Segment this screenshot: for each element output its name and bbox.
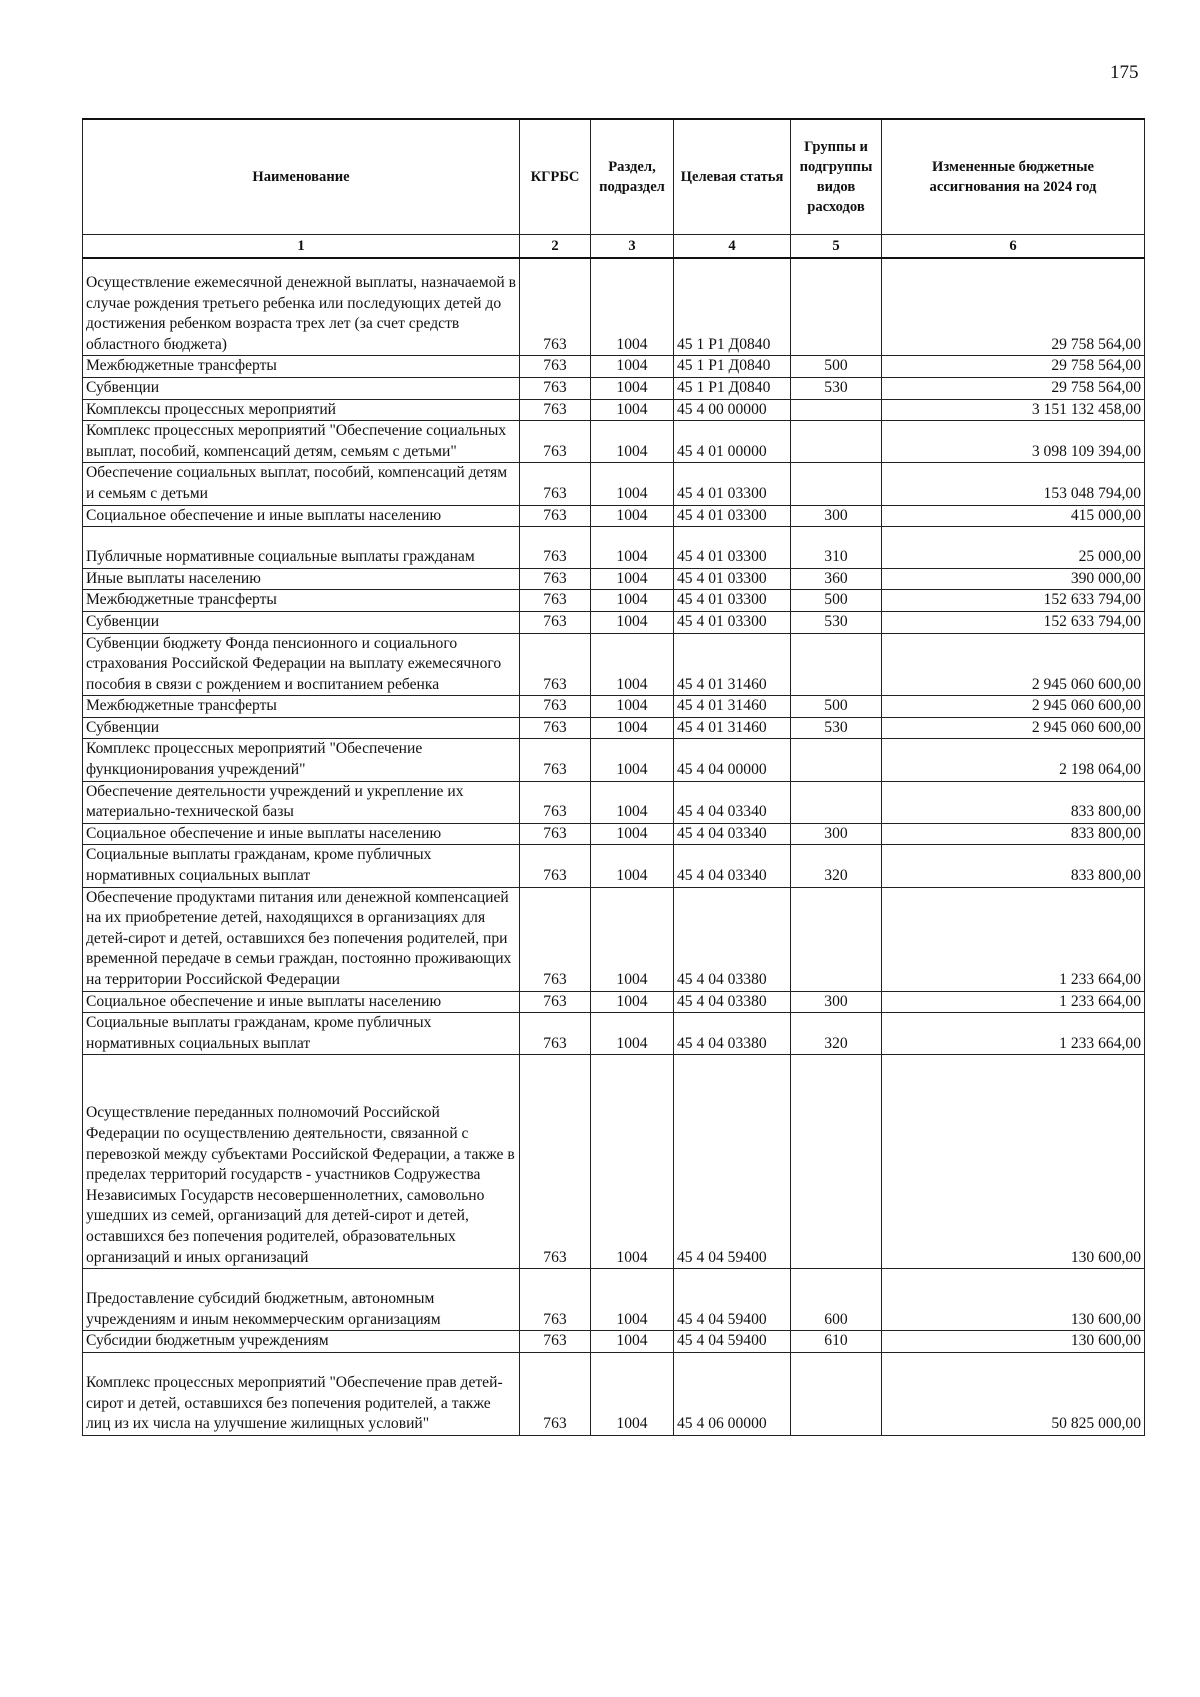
- row-name: Комплекс процессных мероприятий "Обеспечение социальных выплат, пособий, компенсаций детям, семьям с детьми": [83, 421, 520, 463]
- row-target-article: 45 4 01 31460: [674, 633, 791, 696]
- table-row: [83, 568, 1145, 590]
- row-name: Обеспечение социальных выплат, пособий, компенсаций детям и семьям с детьми: [83, 463, 520, 505]
- row-name: Субсидии бюджетным учреждениям: [83, 1331, 520, 1353]
- row-section: 1004: [591, 421, 674, 463]
- row-name: Социальное обеспечение и иные выплаты населению: [83, 823, 520, 845]
- row-amount: 130 600,00: [882, 1269, 1145, 1331]
- row-section: 1004: [591, 781, 674, 823]
- table-row: [83, 505, 1145, 527]
- row-kgrbs: 763: [520, 845, 591, 887]
- table-row: [83, 1055, 1145, 1269]
- row-amount: 415 000,00: [882, 505, 1145, 527]
- row-expense-group: 530: [791, 377, 882, 399]
- row-kgrbs: 763: [520, 377, 591, 399]
- table-row: [83, 1352, 1145, 1435]
- table-row: [83, 421, 1145, 463]
- row-amount: 50 825 000,00: [882, 1352, 1145, 1435]
- row-section: 1004: [591, 568, 674, 590]
- row-section: 1004: [591, 258, 674, 356]
- row-amount: 152 633 794,00: [882, 590, 1145, 612]
- column-number-row: [83, 235, 1145, 259]
- page-number: 175: [1110, 62, 1139, 83]
- row-kgrbs: 763: [520, 696, 591, 718]
- row-expense-group: 610: [791, 1331, 882, 1353]
- row-name: Социальные выплаты гражданам, кроме публичных нормативных социальных выплат: [83, 1013, 520, 1055]
- row-amount: 2 945 060 600,00: [882, 633, 1145, 696]
- row-amount: 833 800,00: [882, 823, 1145, 845]
- row-section: 1004: [591, 399, 674, 421]
- table-row: [83, 356, 1145, 378]
- row-expense-group: 300: [791, 505, 882, 527]
- row-section: 1004: [591, 1331, 674, 1353]
- row-section: 1004: [591, 590, 674, 612]
- row-target-article: 45 4 04 59400: [674, 1331, 791, 1353]
- row-section: 1004: [591, 717, 674, 739]
- row-expense-group: 530: [791, 611, 882, 633]
- row-amount: 29 758 564,00: [882, 258, 1145, 356]
- row-kgrbs: 763: [520, 399, 591, 421]
- table-row: [83, 781, 1145, 823]
- table-row: [83, 377, 1145, 399]
- row-amount: 29 758 564,00: [882, 377, 1145, 399]
- row-amount: 1 233 664,00: [882, 1013, 1145, 1055]
- row-kgrbs: 763: [520, 505, 591, 527]
- row-kgrbs: 763: [520, 590, 591, 612]
- column-number: 1: [83, 235, 520, 259]
- header-expense-group: Группы и подгруппы видов расходов: [791, 119, 882, 235]
- row-name: Субвенции бюджету Фонда пенсионного и социального страхования Российской Федерации на выплату ежемесячного пособия в связи с рождением и воспитанием ребенка: [83, 633, 520, 696]
- row-section: 1004: [591, 1352, 674, 1435]
- row-kgrbs: 763: [520, 463, 591, 505]
- row-kgrbs: 763: [520, 991, 591, 1013]
- row-kgrbs: 763: [520, 1269, 591, 1331]
- row-name: Социальное обеспечение и иные выплаты населению: [83, 991, 520, 1013]
- row-name: Межбюджетные трансферты: [83, 590, 520, 612]
- row-target-article: 45 1 P1 Д0840: [674, 258, 791, 356]
- row-amount: 833 800,00: [882, 781, 1145, 823]
- row-expense-group: 360: [791, 568, 882, 590]
- row-expense-group: [791, 421, 882, 463]
- table-row: [83, 887, 1145, 991]
- row-target-article: 45 4 04 03380: [674, 887, 791, 991]
- row-expense-group: [791, 1352, 882, 1435]
- row-amount: 833 800,00: [882, 845, 1145, 887]
- table-row: [83, 611, 1145, 633]
- row-amount: 130 600,00: [882, 1331, 1145, 1353]
- row-expense-group: [791, 258, 882, 356]
- table-row: [83, 633, 1145, 696]
- row-expense-group: 300: [791, 991, 882, 1013]
- row-kgrbs: 763: [520, 421, 591, 463]
- column-number: 6: [882, 235, 1145, 259]
- row-section: 1004: [591, 1269, 674, 1331]
- row-amount: 130 600,00: [882, 1055, 1145, 1269]
- row-target-article: 45 4 04 03340: [674, 845, 791, 887]
- header-section: Раздел, подраздел: [591, 119, 674, 235]
- row-name: Обеспечение продуктами питания или денежной компенсацией на их приобретение детей, находящихся в организациях для детей-сирот и детей, оставшихся без попечения родителей, при временной передаче в семьи граждан, постоянно проживающих на территории Российской Федерации: [83, 887, 520, 991]
- row-section: 1004: [591, 696, 674, 718]
- table-row: [83, 1331, 1145, 1353]
- row-name: Субвенции: [83, 377, 520, 399]
- row-expense-group: [791, 463, 882, 505]
- table-row: [83, 527, 1145, 569]
- row-section: 1004: [591, 991, 674, 1013]
- row-amount: 3 098 109 394,00: [882, 421, 1145, 463]
- row-kgrbs: 763: [520, 568, 591, 590]
- row-section: 1004: [591, 823, 674, 845]
- row-kgrbs: 763: [520, 356, 591, 378]
- row-kgrbs: 763: [520, 527, 591, 569]
- header-name: Наименование: [83, 119, 520, 235]
- row-target-article: 45 4 01 03300: [674, 527, 791, 569]
- row-amount: 2 198 064,00: [882, 739, 1145, 781]
- table-row: [83, 1269, 1145, 1331]
- row-expense-group: [791, 399, 882, 421]
- table-row: [83, 696, 1145, 718]
- table-row: [83, 991, 1145, 1013]
- row-section: 1004: [591, 527, 674, 569]
- row-name: Социальные выплаты гражданам, кроме публичных нормативных социальных выплат: [83, 845, 520, 887]
- row-kgrbs: 763: [520, 887, 591, 991]
- row-name: Субвенции: [83, 717, 520, 739]
- row-expense-group: 530: [791, 717, 882, 739]
- row-target-article: 45 4 01 03300: [674, 505, 791, 527]
- row-expense-group: [791, 739, 882, 781]
- row-target-article: 45 4 01 00000: [674, 421, 791, 463]
- row-kgrbs: 763: [520, 1055, 591, 1269]
- row-expense-group: [791, 781, 882, 823]
- row-expense-group: 500: [791, 356, 882, 378]
- row-target-article: 45 4 06 00000: [674, 1352, 791, 1435]
- row-kgrbs: 763: [520, 1352, 591, 1435]
- row-target-article: 45 4 01 03300: [674, 568, 791, 590]
- row-amount: 2 945 060 600,00: [882, 696, 1145, 718]
- table-row: [83, 399, 1145, 421]
- row-target-article: 45 4 00 00000: [674, 399, 791, 421]
- row-expense-group: 500: [791, 590, 882, 612]
- row-section: 1004: [591, 845, 674, 887]
- row-name: Иные выплаты населению: [83, 568, 520, 590]
- row-amount: 1 233 664,00: [882, 887, 1145, 991]
- row-kgrbs: 763: [520, 1013, 591, 1055]
- table-row: [83, 463, 1145, 505]
- row-amount: 3 151 132 458,00: [882, 399, 1145, 421]
- table-row: [83, 823, 1145, 845]
- row-target-article: 45 1 P1 Д0840: [674, 356, 791, 378]
- table-row: [83, 845, 1145, 887]
- row-target-article: 45 4 04 03340: [674, 823, 791, 845]
- header-amount: Измененные бюджетные ассигнования на 2024 год: [882, 119, 1145, 235]
- row-target-article: 45 4 04 03380: [674, 991, 791, 1013]
- row-name: Осуществление переданных полномочий Российской Федерации по осуществлению деятельности, связанной с перевозкой между субъектами Российской Федерации, а также в пределах территорий государств - участников Содружества Независимых Государств несовершеннолетних, самовольно ушедших из семей, организаций для детей-сирот и детей, оставшихся без попечения родителей, образовательных организаций и иных организаций: [83, 1055, 520, 1269]
- table-row: [83, 590, 1145, 612]
- row-target-article: 45 4 01 03300: [674, 590, 791, 612]
- row-name: Социальное обеспечение и иные выплаты населению: [83, 505, 520, 527]
- row-target-article: 45 4 01 03300: [674, 611, 791, 633]
- row-amount: 153 048 794,00: [882, 463, 1145, 505]
- row-section: 1004: [591, 611, 674, 633]
- column-number: 3: [591, 235, 674, 259]
- column-number: 2: [520, 235, 591, 259]
- row-expense-group: 600: [791, 1269, 882, 1331]
- column-number: 5: [791, 235, 882, 259]
- row-amount: 152 633 794,00: [882, 611, 1145, 633]
- row-target-article: 45 4 04 03340: [674, 781, 791, 823]
- row-expense-group: [791, 1055, 882, 1269]
- row-kgrbs: 763: [520, 717, 591, 739]
- row-expense-group: 320: [791, 845, 882, 887]
- row-amount: 29 758 564,00: [882, 356, 1145, 378]
- row-name: Предоставление субсидий бюджетным, автономным учреждениям и иным некоммерческим организациям: [83, 1269, 520, 1331]
- row-target-article: 45 4 01 03300: [674, 463, 791, 505]
- row-expense-group: [791, 887, 882, 991]
- row-kgrbs: 763: [520, 823, 591, 845]
- row-kgrbs: 763: [520, 633, 591, 696]
- row-name: Межбюджетные трансферты: [83, 356, 520, 378]
- row-name: Обеспечение деятельности учреждений и укрепление их материально-технической базы: [83, 781, 520, 823]
- row-expense-group: 300: [791, 823, 882, 845]
- row-name: Публичные нормативные социальные выплаты гражданам: [83, 527, 520, 569]
- row-amount: 1 233 664,00: [882, 991, 1145, 1013]
- table-row: [83, 258, 1145, 356]
- row-section: 1004: [591, 505, 674, 527]
- row-target-article: 45 4 04 59400: [674, 1055, 791, 1269]
- row-section: 1004: [591, 377, 674, 399]
- row-expense-group: 310: [791, 527, 882, 569]
- row-expense-group: 500: [791, 696, 882, 718]
- header-kgrbs: КГРБС: [520, 119, 591, 235]
- row-target-article: 45 4 01 31460: [674, 696, 791, 718]
- header-target-article: Целевая статья: [674, 119, 791, 235]
- row-target-article: 45 4 04 00000: [674, 739, 791, 781]
- row-section: 1004: [591, 1013, 674, 1055]
- row-section: 1004: [591, 356, 674, 378]
- row-name: Комплекс процессных мероприятий "Обеспечение функционирования учреждений": [83, 739, 520, 781]
- row-section: 1004: [591, 633, 674, 696]
- row-name: Субвенции: [83, 611, 520, 633]
- table-row: [83, 717, 1145, 739]
- row-amount: 2 945 060 600,00: [882, 717, 1145, 739]
- row-name: Комплексы процессных мероприятий: [83, 399, 520, 421]
- row-expense-group: [791, 633, 882, 696]
- column-number: 4: [674, 235, 791, 259]
- row-name: Межбюджетные трансферты: [83, 696, 520, 718]
- row-section: 1004: [591, 887, 674, 991]
- row-target-article: 45 1 P1 Д0840: [674, 377, 791, 399]
- table-body: [83, 258, 1145, 1435]
- table-header-row: [83, 119, 1145, 235]
- row-expense-group: 320: [791, 1013, 882, 1055]
- row-amount: 25 000,00: [882, 527, 1145, 569]
- row-section: 1004: [591, 739, 674, 781]
- row-amount: 390 000,00: [882, 568, 1145, 590]
- row-kgrbs: 763: [520, 739, 591, 781]
- row-kgrbs: 763: [520, 258, 591, 356]
- row-kgrbs: 763: [520, 1331, 591, 1353]
- row-name: Осуществление ежемесячной денежной выплаты, назначаемой в случае рождения третьего ребенка или последующих детей до достижения ребенком возраста трех лет (за счет средств областного бюджета): [83, 258, 520, 356]
- row-section: 1004: [591, 1055, 674, 1269]
- row-section: 1004: [591, 463, 674, 505]
- table-row: [83, 739, 1145, 781]
- row-kgrbs: 763: [520, 781, 591, 823]
- row-name: Комплекс процессных мероприятий "Обеспечение прав детей-сирот и детей, оставшихся без попечения родителей, а также лиц из их числа на улучшение жилищных условий": [83, 1352, 520, 1435]
- row-kgrbs: 763: [520, 611, 591, 633]
- row-target-article: 45 4 01 31460: [674, 717, 791, 739]
- table-row: [83, 1013, 1145, 1055]
- budget-table: [82, 118, 1145, 1436]
- row-target-article: 45 4 04 03380: [674, 1013, 791, 1055]
- row-target-article: 45 4 04 59400: [674, 1269, 791, 1331]
